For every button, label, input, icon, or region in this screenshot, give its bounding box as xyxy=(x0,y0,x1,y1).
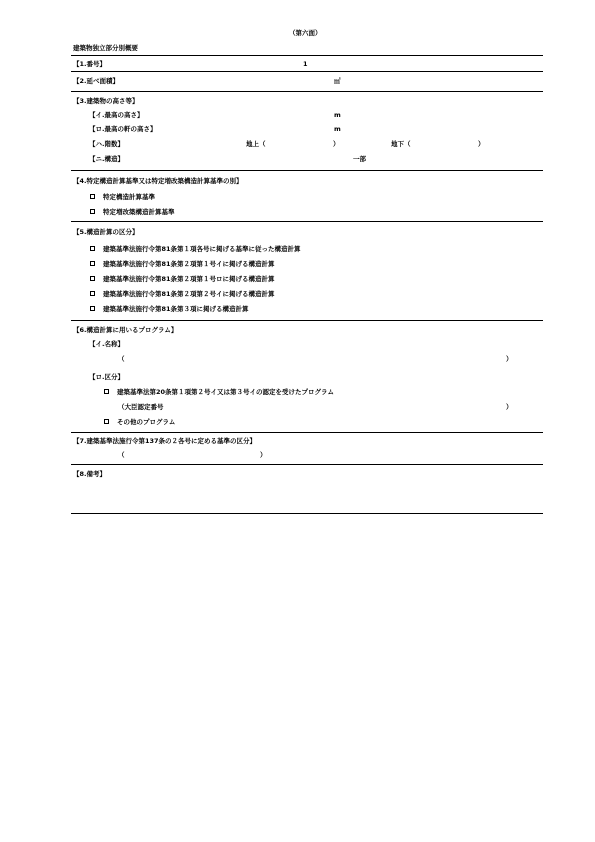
sec6-ro-label: 【ロ.区分】 xyxy=(89,373,124,381)
floors-below-label: 地下（ xyxy=(391,140,411,148)
sec8-label: 【8.備考】 xyxy=(73,470,106,478)
sec6-i-label: 【イ.名称】 xyxy=(89,340,124,348)
sec7-close-paren: ） xyxy=(260,451,267,459)
sec2-unit: ㎡ xyxy=(334,77,341,85)
checkbox[interactable] xyxy=(90,306,95,311)
sec6-label: 【6.構造計算に用いるプログラム】 xyxy=(73,326,178,334)
divider xyxy=(71,513,543,514)
sec3-ro-unit: m xyxy=(334,125,341,133)
sec1-value: 1 xyxy=(303,60,308,68)
sec1-label: 【1.番号】 xyxy=(73,60,106,68)
divider xyxy=(71,55,543,56)
divider xyxy=(71,221,543,222)
checkbox[interactable] xyxy=(104,419,109,424)
program-name-close-paren: ） xyxy=(506,355,513,363)
sec3-label: 【3.建築物の高さ等】 xyxy=(73,97,139,105)
sec3-i-label: 【イ.最高の高さ】 xyxy=(89,111,144,119)
sec2-label: 【2.延べ面積】 xyxy=(73,77,119,85)
program-name-open-paren: （ xyxy=(118,355,125,363)
divider xyxy=(71,320,543,321)
sec3-ha-label: 【ハ.階数】 xyxy=(89,140,124,148)
checkbox[interactable] xyxy=(90,261,95,266)
sec7-open-paren: （ xyxy=(118,451,125,459)
divider xyxy=(71,432,543,433)
sec6-option1-sub: （大臣認定番号 xyxy=(118,403,164,411)
sec4-option-label: 特定増改築構造計算基準 xyxy=(103,208,175,216)
sec3-i-unit: m xyxy=(334,111,341,119)
sec5-option-label: 建築基準法施行令第81条第１項各号に掲げる基準に従った構造計算 xyxy=(103,245,301,253)
checkbox[interactable] xyxy=(104,389,109,394)
sec3-ni-label: 【ニ.構造】 xyxy=(89,155,124,163)
checkbox[interactable] xyxy=(90,246,95,251)
sec6-option1-sub-close: ） xyxy=(506,403,513,411)
sec5-option-label: 建築基準法施行令第81条第２項第１号ロに掲げる構造計算 xyxy=(103,275,275,283)
floors-above-close: ） xyxy=(333,140,340,148)
sec5-option-label: 建築基準法施行令第81条第２項第１号イに掲げる構造計算 xyxy=(103,260,275,268)
divider xyxy=(71,91,543,92)
sec4-option-label: 特定構造計算基準 xyxy=(103,193,155,201)
checkbox[interactable] xyxy=(90,276,95,281)
sec5-label: 【5.構造計算の区分】 xyxy=(73,228,139,236)
sec3-ro-label: 【ロ.最高の軒の高さ】 xyxy=(89,125,157,133)
divider xyxy=(71,464,543,465)
sec5-option-label: 建築基準法施行令第81条第２項第２号イに掲げる構造計算 xyxy=(103,290,275,298)
checkbox[interactable] xyxy=(90,194,95,199)
sec4-label: 【4.特定構造計算基準又は特定増改築構造計算基準の別】 xyxy=(73,177,243,185)
checkbox[interactable] xyxy=(90,291,95,296)
sec5-option-label: 建築基準法施行令第81条第３項に掲げる構造計算 xyxy=(103,305,249,313)
sec6-option1-label: 建築基準法第20条第１項第２号イ又は第３号イの認定を受けたプログラム xyxy=(117,388,334,396)
sec6-option2-label: その他のプログラム xyxy=(117,418,176,426)
figure-title: （第六面） xyxy=(289,29,322,37)
sec7-label: 【7.建築基準法施行令第137条の２各号に定める基準の区分】 xyxy=(73,437,257,445)
divider xyxy=(71,71,543,72)
floors-below-close: ） xyxy=(478,140,485,148)
divider xyxy=(71,170,543,171)
sec3-ni-value: 一部 xyxy=(353,155,366,163)
doc-title: 建築物独立部分別概要 xyxy=(73,44,138,52)
checkbox[interactable] xyxy=(90,209,95,214)
floors-above-label: 地上（ xyxy=(246,140,266,148)
